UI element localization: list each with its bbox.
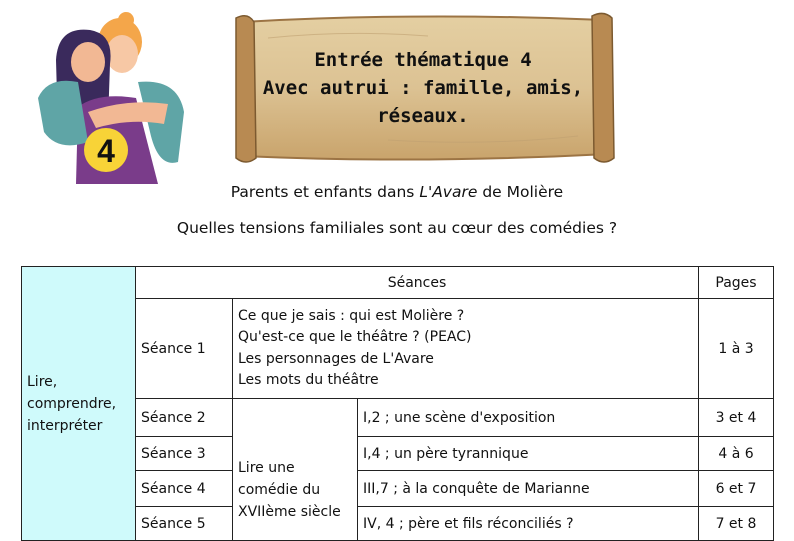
seance-content: I,2 ; une scène d'exposition [358,399,699,437]
seance-content: III,7 ; à la conquête de Marianne [358,471,699,507]
seance-pages: 6 et 7 [699,471,774,507]
seance-pages: 1 à 3 [699,299,774,399]
seance1-content: Ce que je sais : qui est Molière ? Qu'est-ce que le théâtre ? (PEAC) Les personnages de L'Avare Les mots du théâtre [233,299,699,399]
seance-content: I,4 ; un père tyrannique [358,437,699,471]
scroll-title [228,46,618,130]
seance-label: Séance 4 [136,471,233,507]
title-line-2: Avec autrui : famille, amis, [262,77,584,99]
badge-number: 4 [97,133,115,169]
subtitle [0,183,794,201]
sequence-table [21,266,774,541]
subtitle-work: L'Avare [419,183,478,201]
seance-label: Séance 3 [136,437,233,471]
header-seances: Séances [136,267,699,299]
hug-illustration [18,12,196,184]
seance-pages: 4 à 6 [699,437,774,471]
subtitle-suffix: de Molière [477,183,564,201]
subtitle-prefix: Parents et enfants dans [230,183,420,201]
group-label: Lire une comédie du XVIIème siècle [233,399,358,541]
seance-pages: 3 et 4 [699,399,774,437]
seance-label: Séance 1 [136,299,233,399]
problem-question: Quelles tensions familiales sont au cœur des comédies ? [176,219,618,237]
header-pages: Pages [699,267,774,299]
seance-label: Séance 2 [136,399,233,437]
seance-label: Séance 5 [136,507,233,541]
seance-content: IV, 4 ; père et fils réconciliés ? [358,507,699,541]
seance-pages: 7 et 8 [699,507,774,541]
title-line-1: Entrée thématique 4 [314,49,532,71]
title-line-3: réseaux. [377,105,469,127]
competence-cell: Lire, comprendre, interpréter [22,267,136,541]
